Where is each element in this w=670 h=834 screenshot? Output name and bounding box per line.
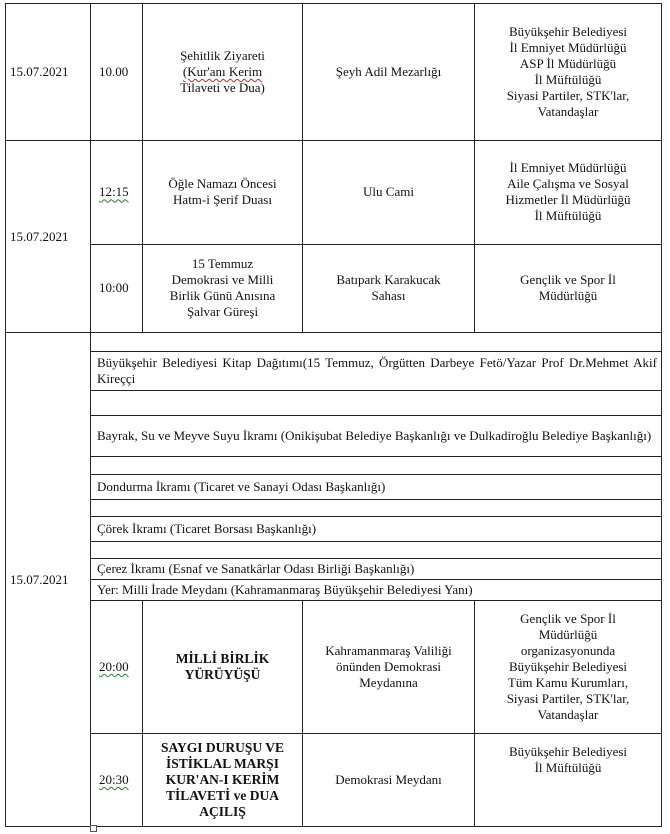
table-row [6, 415, 662, 456]
org-line: Gençlik ve Spor İl [520, 610, 616, 626]
time-cell [91, 733, 143, 826]
place-cell: Ulu Cami [303, 141, 475, 244]
org-cell [475, 733, 662, 826]
empty-cell [91, 333, 662, 352]
date-cell: 15.07.2021 [6, 141, 91, 333]
table-row [6, 141, 662, 244]
time-value: 20:00 [99, 658, 129, 674]
activity-cell: Çörek İkramı (Ticaret Borsası Başkanlığı) [91, 517, 662, 542]
org-line: İl Emniyet Müdürlüğü [509, 160, 627, 176]
time-value: 12:15 [99, 184, 129, 200]
event-cell [143, 244, 303, 333]
place-line: Kahramanmaraş Valiliği [325, 642, 452, 658]
org-line: Gençlik ve Spor İl [520, 272, 616, 288]
empty-cell [91, 391, 662, 416]
table-row [6, 499, 662, 517]
table-row [6, 333, 662, 352]
org-line: ASP İl Müdürlüğü [519, 56, 617, 72]
event-line: Şehitlik Ziyareti [180, 48, 265, 64]
place-line: Sahası [371, 288, 406, 304]
activity-cell: Çerez İkramı (Esnaf ve Sanatkârlar Odası Birliği Başkanlığı) [91, 559, 662, 580]
org-line: Müdürlüğü [538, 626, 598, 642]
table-row [6, 517, 662, 542]
time-cell [91, 141, 143, 244]
activity-cell: Büyükşehir Belediyesi Kitap Dağıtımı(15 Temmuz, Örgütten Darbeye Fetö/Yazar Prof Dr.Mehmet Akif Kireççi [91, 351, 662, 390]
table-row [6, 559, 662, 580]
place-cell: Demokrasi Meydanı [303, 733, 475, 826]
empty-cell [91, 457, 662, 475]
table-row [6, 391, 662, 416]
org-line: İl Müftülüğü [534, 208, 602, 224]
event-line: Öğle Namazı Öncesi [168, 176, 277, 192]
org-line: Aile Çalışma ve Sosyal [507, 176, 629, 192]
org-cell [475, 600, 662, 733]
event-line: AÇILIŞ [199, 803, 246, 819]
table-row [6, 351, 662, 390]
event-line: Demokrasi ve Milli [171, 272, 274, 288]
org-line: Büyükşehir Belediyesi [508, 24, 628, 40]
table-row [6, 600, 662, 733]
location-cell: Yer: Milli İrade Meydanı (Kahramanmaraş Büyükşehir Belediyesi Yanı) [91, 580, 662, 601]
event-line: (Kur'anı Kerim [182, 64, 263, 80]
table-row [6, 733, 662, 826]
empty-cell [91, 541, 662, 559]
event-cell [143, 141, 303, 244]
event-line: KUR'AN-I KERİM [165, 771, 280, 787]
table-row [6, 541, 662, 559]
schedule-table [5, 3, 662, 827]
time-value: 20:30 [99, 771, 129, 787]
event-line: Tilaveti ve Dua) [180, 80, 265, 96]
place-cell: Şeyh Adil Mezarlığı [303, 4, 475, 141]
event-cell [143, 4, 303, 141]
org-line: Hizmetler İl Müdürlüğü [505, 192, 631, 208]
place-cell [303, 600, 475, 733]
org-line: organizasyonunda [520, 642, 616, 658]
time-cell [91, 600, 143, 733]
table-row [6, 580, 662, 601]
event-cell [143, 733, 303, 826]
org-cell [475, 244, 662, 333]
org-line: Büyükşehir Belediyesi [508, 743, 628, 759]
activity-cell: Bayrak, Su ve Meyve Suyu İkramı (Onikişubat Belediye Başkanlığı ve Dulkadiroğlu Belediye Başkanlığı) [91, 415, 662, 456]
date-cell: 15.07.2021 [6, 333, 91, 827]
event-line: Birlik Günü Anısına [169, 288, 276, 304]
table-row [6, 244, 662, 333]
event-cell [143, 600, 303, 733]
empty-cell [91, 499, 662, 517]
event-line: MİLLİ BİRLİK [175, 650, 270, 666]
place-cell [303, 244, 475, 333]
org-line: Büyükşehir Belediyesi [508, 658, 628, 674]
place-line: önünden Demokrasi [335, 658, 442, 674]
table-row [6, 474, 662, 499]
time-cell: 10:00 [91, 244, 143, 333]
table-row [6, 4, 662, 141]
org-line: Vatandaşlar [537, 104, 599, 120]
event-line: TİLAVETİ ve DUA [165, 787, 280, 803]
event-line: Şalvar Güreşi [186, 304, 259, 320]
event-line: İSTİKLAL MARŞI [166, 755, 279, 771]
event-line: YÜRÜYÜŞÜ [184, 666, 261, 682]
event-line: Hatm-i Şerif Duası [173, 192, 272, 208]
org-cell [475, 141, 662, 244]
org-line: Siyasi Partiler, STK'lar, [506, 88, 630, 104]
activity-cell: Dondurma İkramı (Ticaret ve Sanayi Odası Başkanlığı) [91, 474, 662, 499]
event-line: SAYGI DURUŞU VE [160, 739, 285, 755]
org-line: Vatandaşlar [537, 706, 599, 722]
time-cell: 10.00 [91, 4, 143, 141]
event-line: 15 Temmuz [191, 256, 254, 272]
org-cell [475, 4, 662, 141]
place-line: Meydanına [359, 674, 418, 690]
org-line: İl Emniyet Müdürlüğü [509, 40, 627, 56]
table-resize-handle[interactable] [90, 825, 97, 832]
org-line: İl Müftülüğü [534, 759, 602, 775]
table-row [6, 457, 662, 475]
org-line: İl Müftülüğü [534, 72, 602, 88]
date-cell: 15.07.2021 [6, 4, 91, 141]
org-line: Siyasi Partiler, STK'lar, [506, 690, 630, 706]
place-line: Batıpark Karakucak [336, 272, 441, 288]
org-line: Tüm Kamu Kurumları, [507, 674, 629, 690]
org-line: Müdürlüğü [538, 288, 598, 304]
